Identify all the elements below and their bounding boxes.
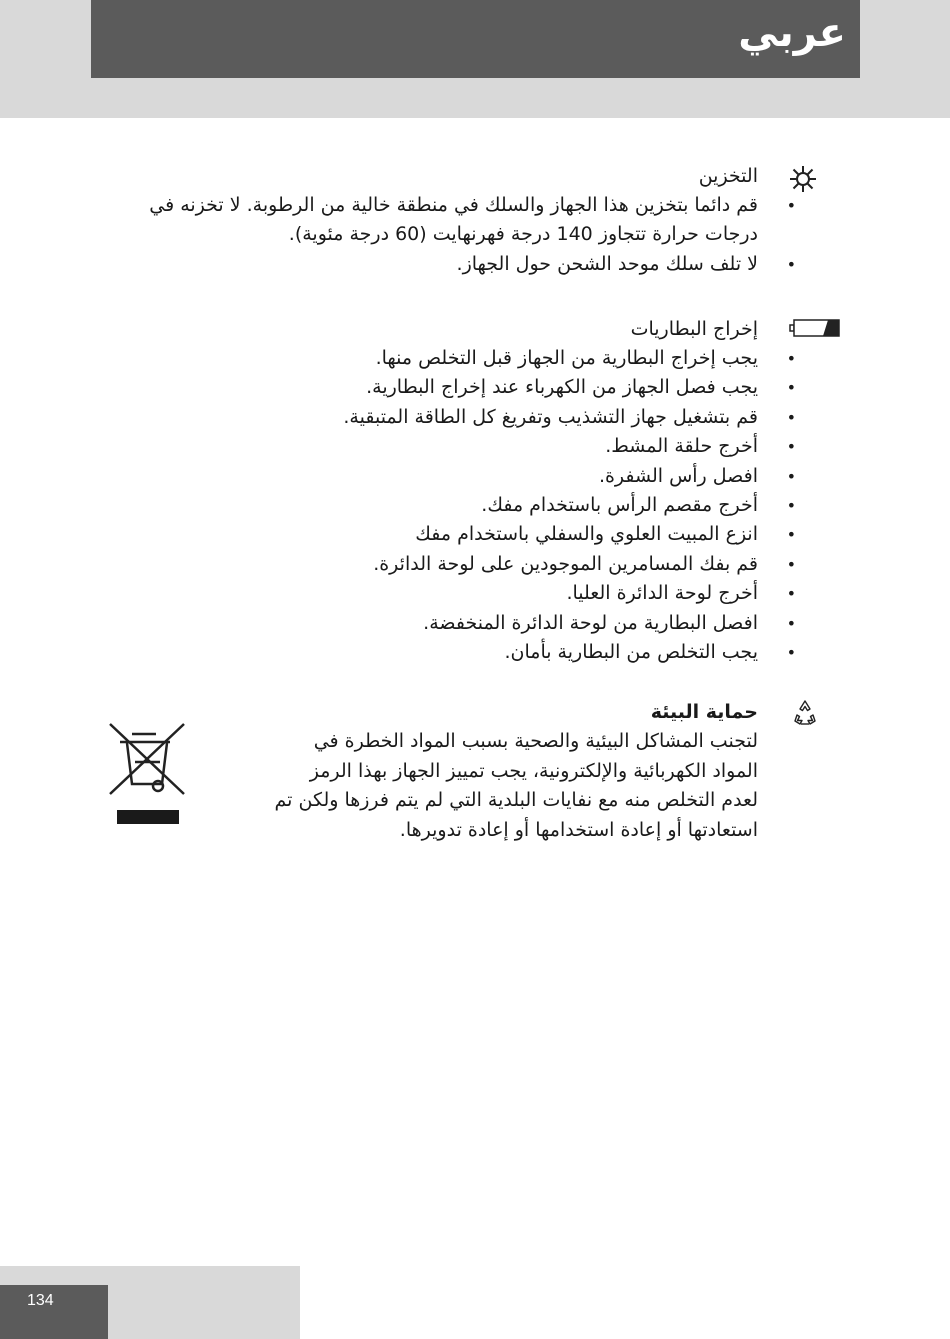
list-item: • يجب التخلص من البطارية بأمان.	[343, 638, 758, 667]
storage-list	[128, 191, 758, 279]
recycle-icon	[791, 699, 819, 727]
storage-section	[128, 162, 758, 279]
list-item: • افصل رأس الشفرة.	[343, 462, 758, 491]
page-number-box	[0, 1285, 108, 1339]
paragraph-line: لتجنب المشاكل البيئية والصحية بسبب المواد الخطرة في	[313, 730, 758, 752]
page-number: 134	[27, 1292, 54, 1309]
battery-list	[343, 344, 758, 667]
paragraph-line: لعدم التخلص منه مع نفايات البلدية التي لم يتم فرزها ولكن تم	[274, 789, 758, 811]
battery-title: إخراج البطاريات	[630, 318, 758, 340]
environment-section	[275, 698, 758, 845]
paragraph-line: المواد الكهربائية والإلكترونية، يجب تمييز الجهاز بهذا الرمز	[309, 759, 758, 782]
environment-paragraph	[275, 727, 758, 845]
list-item: • قم بفك المسامرين الموجودين على لوحة الدائرة.	[343, 550, 758, 579]
list-item: • أخرج لوحة الدائرة العليا.	[343, 579, 758, 608]
sun-star-icon	[789, 165, 817, 193]
list-item: • يجب فصل الجهاز من الكهرباء عند إخراج البطارية.	[343, 373, 758, 402]
paragraph-line: استعادتها أو إعادة استخدامها أو إعادة تدويرها.	[399, 818, 758, 841]
language-title: عربي	[738, 10, 846, 56]
list-item: • أخرج مقصم الرأس باستخدام مفك.	[343, 491, 758, 520]
crossed-out-wheelie-bin-icon	[108, 722, 188, 826]
list-item: • افصل البطارية من لوحة الدائرة المنخفضة.	[343, 609, 758, 638]
list-item: • أخرج حلقة المشط.	[343, 432, 758, 461]
list-item: • قم بتشغيل جهاز التشذيب وتفريغ كل الطاقة المتبقية.	[343, 403, 758, 432]
environment-title: حماية البيئة	[650, 701, 758, 723]
list-item: • يجب إخراج البطارية من الجهاز قبل التخلص منها.	[343, 344, 758, 373]
list-item: • قم دائما بتخزين هذا الجهاز والسلك في منطقة خالية من الرطوبة. لا تخزنه في درجات حرارة تتجاوز 140 درجة فهرنهايت (60 درجة مئوية).	[128, 191, 758, 250]
storage-title: التخزين	[698, 165, 758, 187]
header-bar	[91, 0, 860, 78]
battery-icon	[789, 318, 841, 338]
list-item: • لا تلف سلك موحد الشحن حول الجهاز.	[128, 250, 758, 279]
battery-section	[343, 315, 758, 667]
list-item: • انزع المبيت العلوي والسفلي باستخدام مفك	[343, 520, 758, 549]
